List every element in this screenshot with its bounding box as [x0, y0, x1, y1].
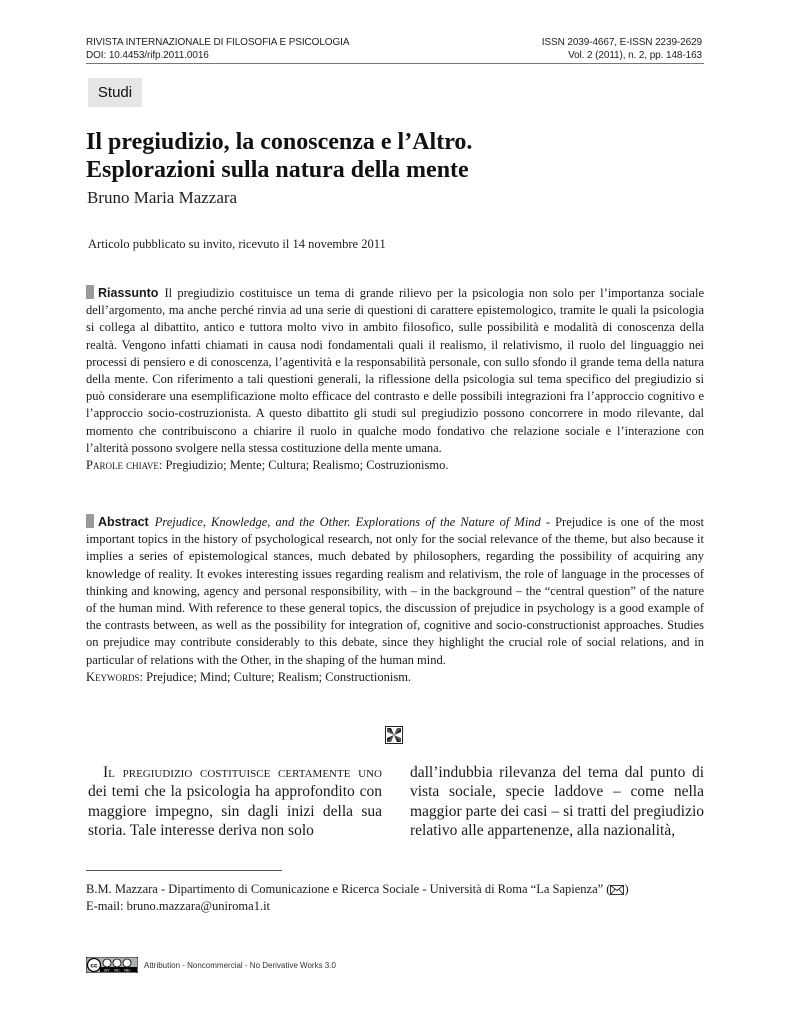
riassunto-text: Il pregiudizio costituisce un tema di grande rilievo per la psicologia non solo per l’importanza sociale dell’argomento, ma anche perché rinvia ad una serie di questioni di carattere epistemologico, tramite le quali la psicologia si collega al dibattito, antico e tuttora molto vivo in ambito filosofico, sulle possibilità e modalità di conoscenza della realtà. Vengono infatti chiamati in causa nodi fondamentali quali il realismo, il relativismo, il ruolo del linguaggio nei processi di pensiero e di conoscenza, l’agentività e la responsabilità personale, con sullo sfondo il grande tema della natura della mente. Con riferimento a tali questioni generali, la riflessione della psicologia sul tema specifico del pregiudizio si può considerare una esemplificazione molto efficace del contrasto e delle possibili integrazioni fra l’approccio cognitivo e l’approccio socio-costruzionista. A questo dibattito gli studi sul pregiudizio possono concorrere in modo rilevante, dal momento che contribuiscono a chiarire il ruolo in qualche modo fondativo che relazione sociale e l’interazione con l’alterità possono svolgere nella stessa costituzione della mente umana.	[86, 286, 704, 455]
heading-bar	[86, 285, 94, 299]
keywords-values: Prejudice; Mind; Culture; Realism; Constructionism.	[146, 669, 412, 684]
riassunto-block	[86, 285, 704, 474]
parole-chiave: Parole chiave: Pregiudizio; Mente; Cultura; Realismo; Costruzionismo.	[86, 458, 449, 473]
envelope-icon[interactable]	[610, 885, 624, 895]
cc-label: cc	[90, 962, 98, 970]
lead-in: Il pregiudizio costituisce certamente uno	[103, 764, 382, 781]
abstract-block	[86, 514, 704, 686]
abstract-heading: Abstract	[98, 515, 149, 529]
riassunto-heading: Riassunto	[98, 286, 159, 300]
keywords: Keywords: Prejudice; Mind; Culture; Realism; Constructionism.	[86, 669, 412, 684]
author: Bruno Maria Mazzara	[87, 188, 238, 207]
nc-label: NC	[114, 967, 120, 973]
creative-commons-badge-icon[interactable]	[86, 957, 138, 973]
keywords-label: Keywords	[86, 669, 140, 684]
license	[86, 957, 336, 973]
affiliation-close: )	[624, 882, 629, 896]
heading-bar	[86, 514, 94, 528]
section-ornament-icon	[385, 726, 403, 744]
footnote-rule	[86, 870, 282, 871]
body-column-right: dall’indubbia rilevanza del tema dal punto di vista sociale, specie laddove – come nella maggior parte dei casi – si tratti del pregiudizio relativo alle appartenenze, alla nazionalità,	[410, 764, 704, 840]
author-affiliation	[86, 881, 706, 898]
title-line-1: Il pregiudizio, la conoscenza e l’Altro.	[86, 129, 473, 155]
section-tag: Studi	[88, 78, 142, 107]
issn: ISSN 2039-4667, E-ISSN 2239-2629	[541, 37, 702, 48]
header-rule	[86, 63, 704, 64]
article-title	[86, 128, 706, 184]
footnote	[86, 881, 706, 915]
body-text-left: dei temi che la psicologia ha approfondito con maggiore impegno, sin dagli inizi della sua storia. Tale interesse deriva non solo	[88, 783, 382, 840]
issue-header	[542, 36, 702, 62]
journal-header	[86, 36, 349, 62]
license-text: Attribution - Noncommercial - No Derivative Works 3.0	[144, 960, 336, 970]
volume-info: Vol. 2 (2011), n. 2, pp. 148-163	[568, 50, 702, 61]
abstract-text: - Prejudice is one of the most important topics in the history of psychological research, not only for the social relevance of the theme, but also because it implies a series of epistemological stances, much debated by philosophers, regarding the possibility of acquiring any knowledge of reality. It evokes interesting issues regarding realism and relativism, the role of language in the processes of thinking and knowing, agency and personal responsibility, with – in the background – the “central question” of the nature of the human mind. With reference to these general topics, the discussion of prejudice in psychology is a good example of the contrasts between, as well as the possibility for integration of, cognitive and socio-constructionist approaches. Studies on prejudice may contribute considerably to this debate, since they highlight the crucial role of social relations, and in particular of relations with the Other, in the shaping of the human mind.	[86, 515, 704, 667]
nd-label: ND	[124, 967, 130, 973]
parole-chiave-values: Pregiudizio; Mente; Cultura; Realismo; Costruzionismo.	[165, 458, 449, 473]
affiliation-text: B.M. Mazzara - Dipartimento di Comunicazione e Ricerca Sociale - Università di Roma “La Sapienza” (	[86, 882, 611, 896]
parole-chiave-label: Parole chiave	[86, 458, 159, 473]
body-column-left	[88, 763, 382, 841]
author-email[interactable]: E-mail: bruno.mazzara@uniroma1.it	[86, 899, 271, 913]
journal-name: RIVISTA INTERNAZIONALE DI FILOSOFIA E PSICOLOGIA	[86, 37, 350, 48]
by-label: BY	[104, 967, 110, 973]
abstract-title: Prejudice, Knowledge, and the Other. Explorations of the Nature of Mind	[154, 515, 541, 529]
doi[interactable]: DOI: 10.4453/rifp.2011.0016	[86, 50, 209, 61]
title-line-2: Esplorazioni sulla natura della mente	[86, 157, 469, 183]
invite-note: Articolo pubblicato su invito, ricevuto il 14 novembre 2011	[88, 237, 386, 251]
